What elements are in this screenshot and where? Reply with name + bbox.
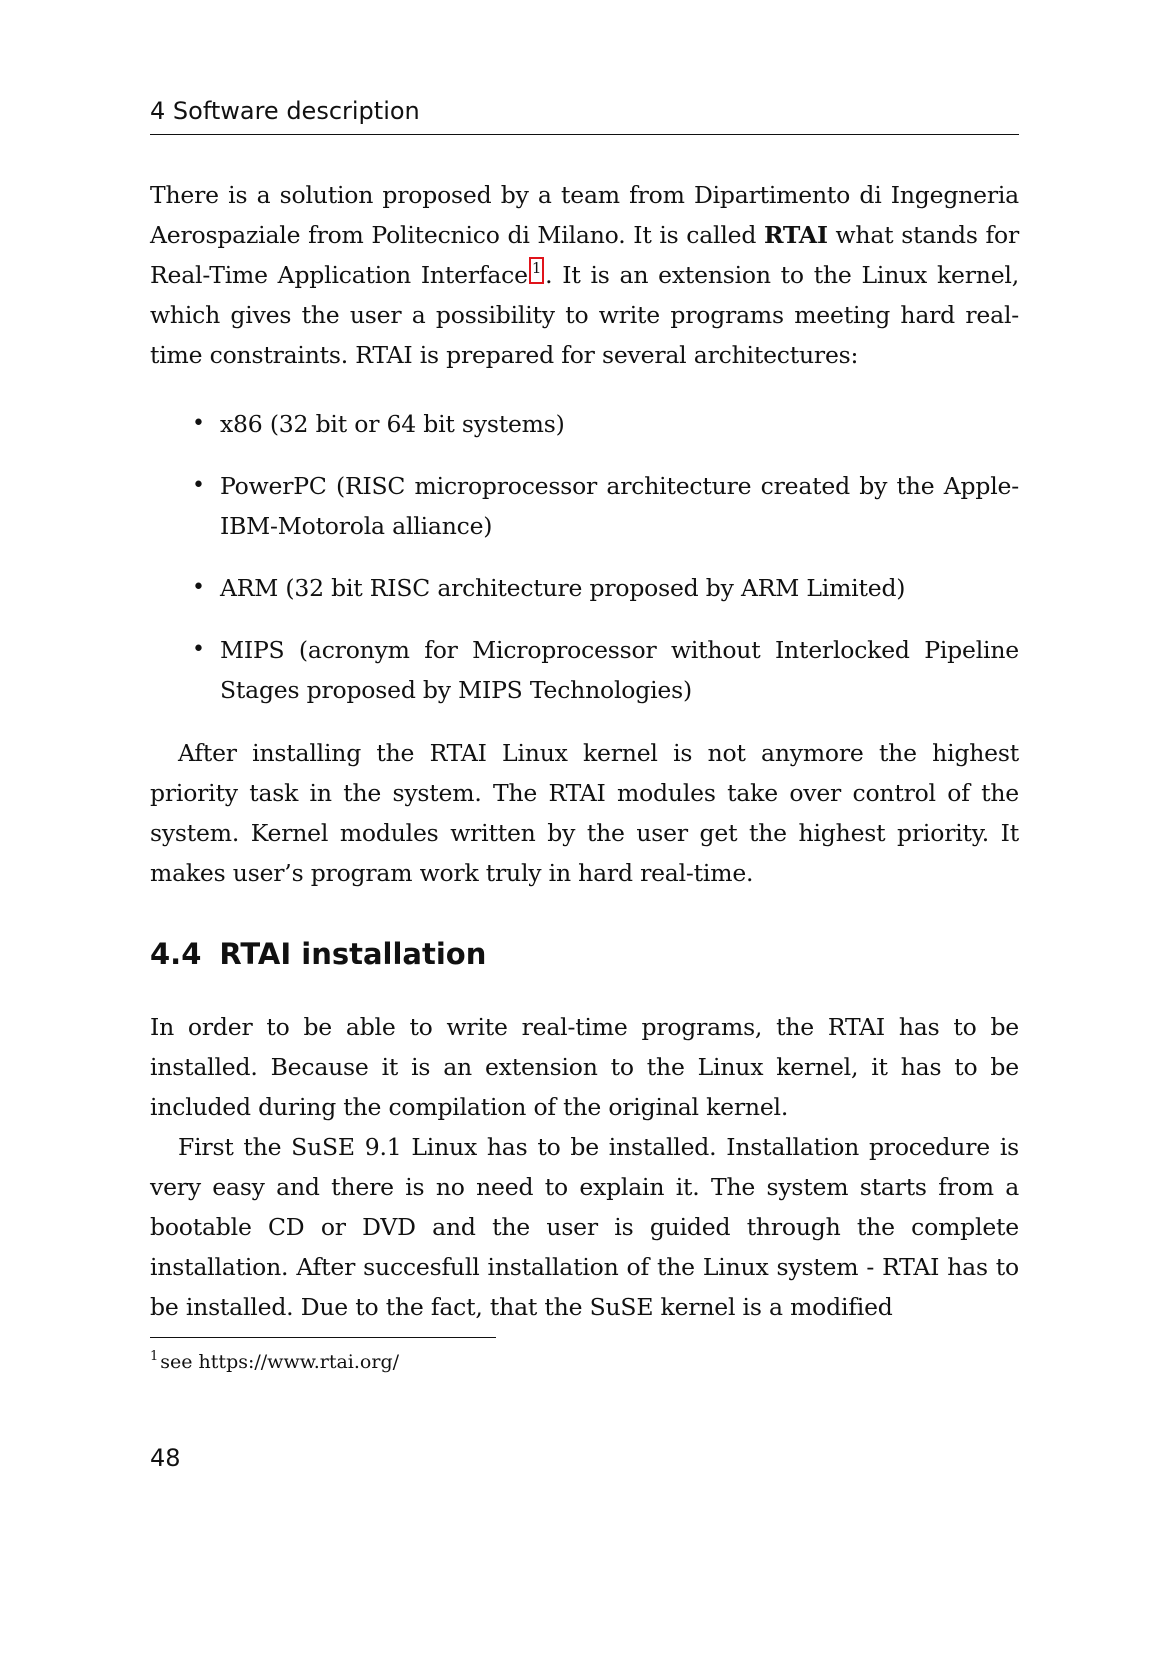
list-item (150, 630, 1019, 710)
footnote-mark: 1 (150, 1349, 159, 1364)
list-item (150, 568, 1019, 608)
list-item-text: x86 (32 bit or 64 bit systems) (220, 410, 565, 438)
section-title: RTAI installation (219, 937, 487, 971)
bullet-icon: • (192, 637, 205, 662)
list-item (150, 466, 1019, 546)
bullet-icon: • (192, 473, 205, 498)
list-item-text: PowerPC (RISC microprocessor architecture created by the Apple-IBM-Motorola alliance) (220, 472, 1019, 540)
section-number: 4.4 (150, 937, 202, 971)
list-item (150, 404, 1019, 444)
section-paragraph-1: In order to be able to write real-time programs, the RTAI has to be installed. Because it is an extension to the Linux kernel, it has to be included during the compilation of the original kernel. (150, 1013, 1019, 1121)
footnote (150, 1344, 399, 1375)
bullet-icon: • (192, 575, 205, 600)
intro-text-middle: what stands for Real-Time Application Interface (150, 221, 1019, 289)
page-number: 48 (150, 1444, 181, 1472)
after-list-paragraph: After installing the RTAI Linux kernel is not anymore the highest priority task in the system. The RTAI modules take over control of the system. Kernel modules written by the user get the highest priority. It makes user’s program work truly in hard real-time. (150, 739, 1019, 887)
architecture-list (150, 404, 1019, 732)
header-rule (150, 134, 1019, 135)
intro-text-end: . It is an extension to the Linux kernel, which gives the user a possibility to write programs meeting hard real-time constraints. RTAI is prepared for several architectures: (150, 261, 1019, 369)
list-item-text: MIPS (acronym for Microprocessor without Interlocked Pipeline Stages proposed by MIPS Technologies) (220, 636, 1019, 704)
footnote-reference-link[interactable]: 1 (529, 257, 544, 284)
section-paragraph-2: First the SuSE 9.1 Linux has to be installed. Installation procedure is very easy and there is no need to explain it. The system starts from a bootable CD or DVD and the user is guided through the complete installation. After succesfull installation of the Linux system - RTAI has to be installed. Due to the fact, that the SuSE kernel is a modified (150, 1133, 1019, 1321)
intro-paragraph (150, 175, 1019, 375)
section-heading (150, 936, 486, 972)
rtai-bold-term: RTAI (764, 221, 828, 249)
footnote-text: see https://www.rtai.org/ (160, 1351, 400, 1373)
intro-text-start: There is a solution proposed by a team from Dipartimento di Ingegneria Aerospaziale from Politecnico di Milano. It is called (150, 181, 1019, 249)
running-head: 4 Software description (150, 97, 420, 125)
footnote-rule (150, 1337, 496, 1338)
list-item-text: ARM (32 bit RISC architecture proposed by ARM Limited) (220, 574, 906, 602)
bullet-icon: • (192, 411, 205, 436)
